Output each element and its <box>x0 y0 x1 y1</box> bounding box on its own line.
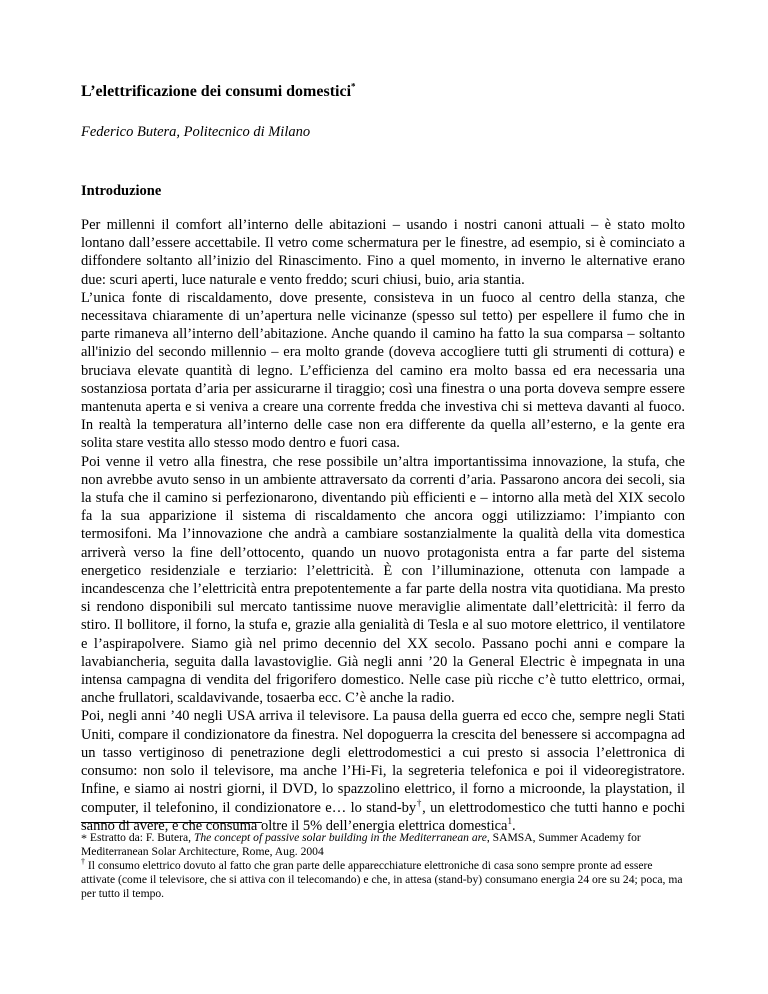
footnotes <box>81 822 685 901</box>
title-footnote-mark: * <box>351 81 356 92</box>
paragraph-4-text-a: Poi, negli anni ’40 negli USA arriva il televisore. La pausa della guerra ed ecco che, sempre negli Stati Uniti, compare il condizionatore da finestra. Nel dopoguerra la crescita del benessere si accompagna ad un tasso vertiginoso di penetrazione degli elettrodomestici a cui presto si associa l’elettronica di consumo: non solo il televisore, ma anche l’Hi-Fi, la segreteria telefonica e poi il videoregistratore. Infine, e siamo ai nostri giorni, il DVD, lo spazzolino elettrico, il forno a microonde, la playstation, il computer, il telefonino, il condizionatore e… lo stand-by <box>81 708 685 816</box>
footnote-dagger-text: Il consumo elettrico dovuto al fatto che gran parte delle apparecchiature elettroniche di casa sono sempre pronte ad essere attivate (come il televisore, che si attiva con il telecomando) e che, in attesa (stand-by) consumano energia 24 ore su 24; poca, ma per tutto il tempo. <box>81 859 683 901</box>
section-heading: Introduzione <box>81 183 162 199</box>
paragraph-4-text-c: . <box>512 817 516 834</box>
author-line: Federico Butera, Politecnico di Milano <box>81 124 311 140</box>
paragraph-3: Poi venne il vetro alla finestra, che rese possibile un’altra importantissima innovazione, la stufa, che non avrebbe avuto senso in un ambiente attraversato da correnti d’aria. Passarono ancora dei secoli, sia la stufa che il camino si perfezionarono, diventando più efficienti e – intorno alla metà del XIX secolo fa la sua apparizione il sistema di riscaldamento che ancora oggi utilizziamo: l’impianto con termosifoni. Ma l’innovazione che andrà a cambiare sostanzialmente la qualità della vita domestica arriverà verso la fine dell’ottocento, quando un nuovo protagonista entra a far parte del sistema energetico residenziale e terziario: l’elettricità. È con l’illuminazione, ottenuta con lampade a incandescenza che l’elettricità entra prepotentemente a far parte della nostra vita quotidiana. Ma presto si rendono disponibili sul mercato tantissime nuove meraviglie alimentate dall’elettricità: il ferro da stiro. Il bollitore, il forno, la stufa e, grazie alla genialità di Tesla e al suo motore elettrico, il ventilatore e l’aspirapolvere. Siamo già nel primo decennio del XX secolo. Passano pochi anni e compare la lavabiancheria, seguita dalla lavastoviglie. Già negli anni ’20 la General Electric è impegnata in una intensa campagna di vendita del frigorifero domestico. Nelle case più ricche c’è tutto elettrico, ormai, anche frullatori, scaldavivande, tosaerba ecc. C’è anche la radio. <box>81 453 685 707</box>
footnote-star-title: The concept of passive solar building in the Mediterranean are <box>193 831 487 844</box>
footnote-dagger <box>81 859 685 901</box>
dagger-footnote-mark: † <box>416 797 423 808</box>
paragraph-2: L’unica fonte di riscaldamento, dove presente, consisteva in un fuoco al centro della stanza, che necessitava chiaramente di un’apertura nelle vicinanze (spesso sul tetto) per espellere il fumo che in parte rimaneva all’interno dell’abitazione. Anche quando il camino ha fatto la sua comparsa – soltanto all'inizio del secondo millennio – era molto grande (doveva accogliere tutti gli strumenti di cottura) e bruciava elevate quantità di legno. L’efficienza del camino era molto bassa ed era necessaria una sostanziosa portata d’aria per assicurarne il tiraggio; così una finestra o una porta doveva sempre essere mantenuta aperta e si veniva a creare una corrente fredda che investiva chi si metteva davanti al fuoco. In realtà la temperatura all’interno delle case non era differente da quella all’esterno, e la gente era solita stare vestita allo stesso modo dentro e fuori casa. <box>81 289 685 452</box>
title-text: L’elettrificazione dei consumi domestici <box>81 83 352 100</box>
paragraph-1: Per millenni il comfort all’interno delle abitazioni – usando i nostri canoni attuali – è stato molto lontano dall’essere accettabile. Il vetro come schermatura per le finestre, ad esempio, si è cominciato a diffondere soltanto all’inizio del Rinascimento. Fino a quel momento, in inverno le alternative erano due: scuri aperti, luce naturale e vento freddo; scuri chiusi, buio, aria stantia. <box>81 217 685 288</box>
footnote-dagger-mark: † <box>81 857 85 867</box>
footnote-star-suffix: , SAMSA, Summer Academy for Mediterranean Solar Architecture, Rome, Aug. 2004 <box>81 831 641 859</box>
document-title <box>81 82 685 102</box>
paragraph-4-text-b: , un elettrodomestico che tutti hanno e pochi sanno di avere, e che consuma oltre il 5% dell’energia elettrica domestica <box>81 799 686 834</box>
footnote-1-mark: 1 <box>507 815 512 826</box>
footnote-separator <box>81 822 262 823</box>
paragraph-4 <box>81 707 685 834</box>
footnote-star <box>81 831 685 859</box>
footnote-star-prefix: Estratto da: F. Butera, <box>87 831 194 844</box>
footnote-star-mark: * <box>81 831 87 845</box>
document-page <box>81 82 685 835</box>
body-text <box>81 216 685 835</box>
